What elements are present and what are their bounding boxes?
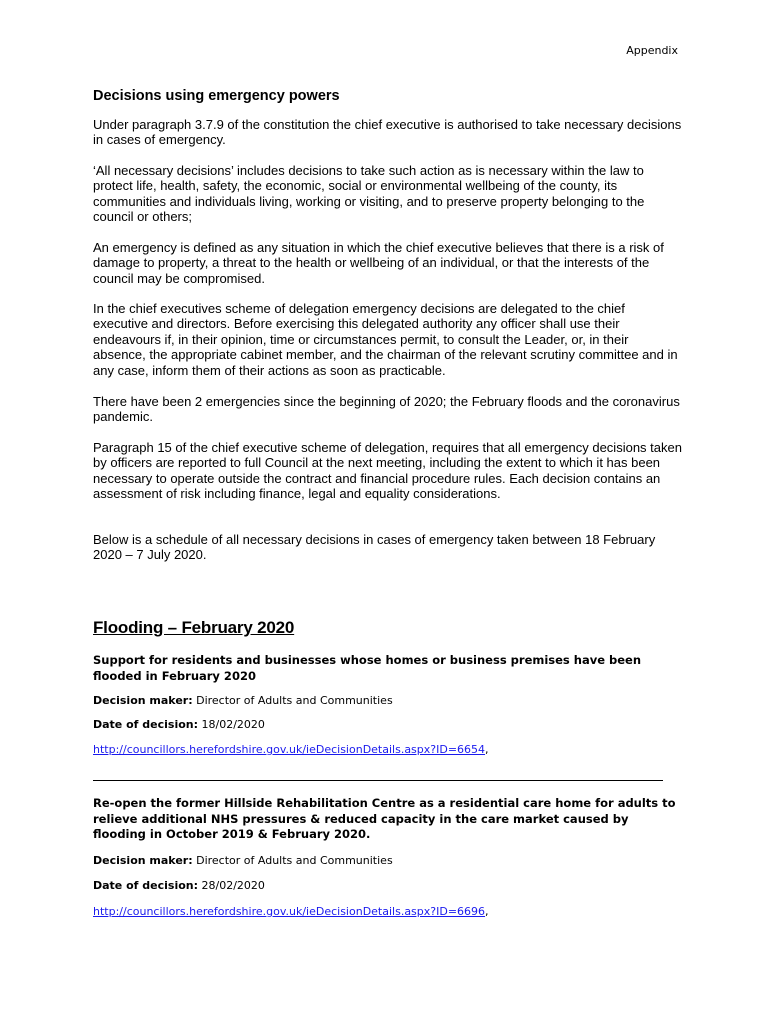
appendix-label: Appendix xyxy=(626,44,678,57)
decision-maker xyxy=(93,854,393,867)
decision-title: Support for residents and businesses whose homes or business premises have been flooded in February 2020 xyxy=(93,653,642,683)
decision-date xyxy=(93,879,265,892)
decision-maker-value: Director of Adults and Communities xyxy=(196,854,393,867)
paragraph-scheme-of-delegation: In the chief executives scheme of delegation emergency decisions are delegated to the chief executive and directors. Before exercising this delegated authority any officer shall use their endeavours if, in their opinion, time or circumstances permit, to consult the Leader, or, in their absence, the appropriate cabinet member, and the chairman of the relevant scrutiny committee and in any case, inform them of their actions as soon as practicable. xyxy=(93,301,678,378)
decision-link-line xyxy=(93,743,489,756)
paragraph-schedule-intro: Below is a schedule of all necessary decisions in cases of emergency taken between 18 February 2020 – 7 July 2020. xyxy=(93,532,656,563)
link-suffix: , xyxy=(485,905,489,918)
decision-date-label: Date of decision: xyxy=(93,718,199,731)
paragraph-reporting: Paragraph 15 of the chief executive scheme of delegation, requires that all emergency decisions taken by officers are reported to full Council at the next meeting, including the extent to which it has been necessary to operate outside the contract and financial procedure rules. Each decision contains an assessment of risk including finance, legal and equality considerations. xyxy=(93,440,682,502)
paragraph-necessary-decisions: ‘All necessary decisions’ includes decisions to take such action as is necessary within the law to protect life, health, safety, the economic, social or environmental wellbeing of the county, its communities and individuals living, working or visiting, and to preserve property belonging to the council or others; xyxy=(93,163,645,225)
decision-maker-label: Decision maker: xyxy=(93,694,193,707)
decision-link[interactable]: http://councillors.herefordshire.gov.uk/ieDecisionDetails.aspx?ID=6654 xyxy=(93,743,486,756)
decision-date-label: Date of decision: xyxy=(93,879,199,892)
decision-maker xyxy=(93,694,393,707)
paragraph-authority: Under paragraph 3.7.9 of the constitution the chief executive is authorised to take necessary decisions in cases of emergency. xyxy=(93,117,682,148)
decision-date xyxy=(93,718,265,731)
decision-date-value: 28/02/2020 xyxy=(201,879,265,892)
paragraph-emergencies-count: There have been 2 emergencies since the beginning of 2020; the February floods and the coronavirus pandemic. xyxy=(93,394,680,425)
decision-title: Re-open the former Hillside Rehabilitation Centre as a residential care home for adults to relieve additional NHS pressures & reduced capacity in the care market caused by flooding in October 2019 & February 2020. xyxy=(93,796,676,842)
decision-link[interactable]: http://councillors.herefordshire.gov.uk/ieDecisionDetails.aspx?ID=6696 xyxy=(93,905,486,918)
paragraph-emergency-definition: An emergency is defined as any situation in which the chief executive believes that there is a risk of damage to property, a threat to the health or wellbeing of an individual, or that the interests of the council may be compromised. xyxy=(93,240,664,286)
flooding-heading: Flooding – February 2020 xyxy=(93,618,295,637)
decision-link-line xyxy=(93,905,489,918)
section-title: Decisions using emergency powers xyxy=(93,88,340,104)
divider xyxy=(93,780,663,781)
decision-maker-value: Director of Adults and Communities xyxy=(196,694,393,707)
decision-maker-label: Decision maker: xyxy=(93,854,193,867)
link-suffix: , xyxy=(485,743,489,756)
decision-date-value: 18/02/2020 xyxy=(201,718,265,731)
